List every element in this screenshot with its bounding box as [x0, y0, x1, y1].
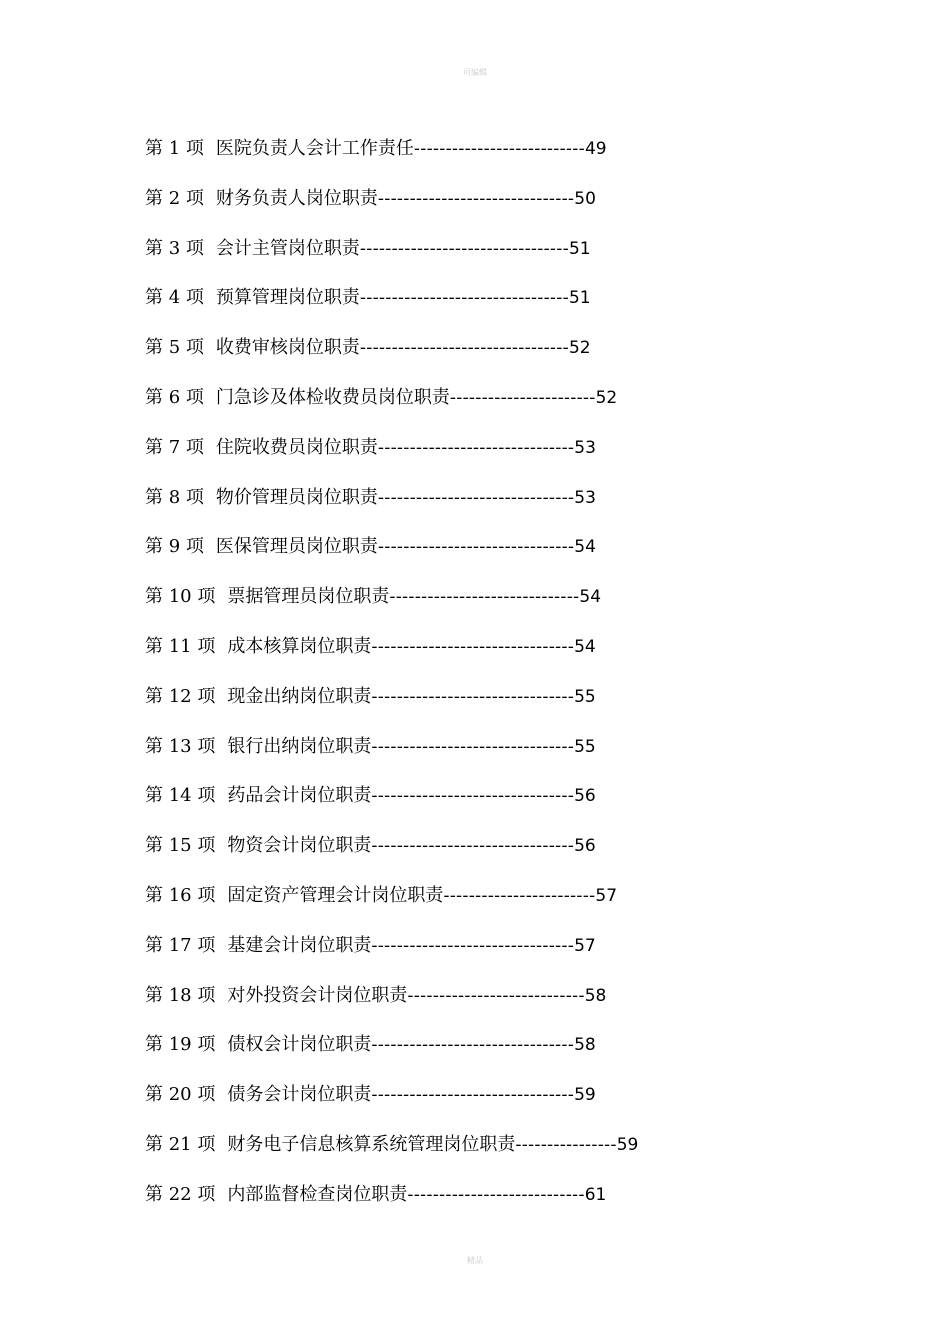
toc-entry-number: 第 17 项	[145, 934, 216, 956]
toc-entry-leader: ---------------------------	[413, 139, 585, 159]
toc-entry-number: 第 10 项	[145, 586, 216, 608]
toc-entry-number: 第 14 项	[145, 785, 216, 807]
toc-entry[interactable]	[145, 634, 705, 684]
toc-entry-leader: -------------------------------	[377, 487, 575, 508]
toc-entry-number: 第 9 项	[145, 536, 204, 558]
toc-entry[interactable]	[145, 833, 705, 883]
toc-entry-title: 现金出纳岗位职责	[227, 685, 372, 707]
toc-entry-page: 55	[574, 736, 596, 757]
toc-entry-page: 54	[574, 636, 596, 657]
toc-entry[interactable]	[145, 1032, 705, 1082]
toc-entry-number: 第 15 项	[145, 835, 216, 857]
toc-entry-title: 预算管理岗位职责	[215, 287, 360, 309]
toc-entry-title: 门急诊及体检收费员岗位职责	[215, 386, 450, 408]
toc-entry-leader: ------------------------------	[389, 587, 580, 608]
toc-entry-number: 第 16 项	[145, 884, 216, 906]
toc-entry-page: 54	[579, 587, 602, 608]
toc-entry-leader: -------------------------------	[377, 437, 575, 458]
toc-entry-page: 54	[574, 537, 596, 558]
table-of-contents	[145, 136, 705, 1232]
toc-entry[interactable]	[145, 1132, 705, 1182]
toc-entry-leader: --------------------------------	[371, 686, 575, 707]
toc-entry-title: 内部监督检查岗位职责	[227, 1183, 408, 1205]
toc-entry-leader: --------------------------------	[371, 1085, 575, 1106]
toc-entry-number: 第 1 项	[145, 138, 204, 159]
toc-entry-page: 59	[616, 1134, 639, 1155]
toc-entry-number: 第 19 项	[145, 1034, 216, 1056]
toc-entry-page: 52	[568, 338, 591, 359]
toc-entry[interactable]	[145, 584, 705, 634]
toc-entry-number: 第 3 项	[145, 237, 204, 259]
toc-entry-leader: ---------------------------------	[359, 338, 569, 359]
toc-entry-leader: ---------------------------------	[359, 238, 569, 259]
toc-entry[interactable]	[145, 435, 705, 485]
toc-entry[interactable]	[145, 1182, 705, 1232]
toc-entry-page: 55	[574, 686, 596, 707]
toc-entry-title: 财务负责人岗位职责	[215, 187, 378, 209]
toc-entry-title: 财务电子信息核算系统管理岗位职责	[227, 1133, 516, 1155]
toc-entry-title: 会计主管岗位职责	[215, 237, 360, 259]
toc-entry-title: 成本核算岗位职责	[227, 635, 372, 657]
toc-entry-title: 物资会计岗位职责	[227, 835, 372, 857]
toc-entry-title: 银行出纳岗位职责	[227, 735, 372, 757]
toc-entry-leader: -----------------------	[449, 387, 596, 408]
toc-entry-leader: --------------------------------	[371, 736, 575, 757]
toc-entry-number: 第 6 项	[145, 386, 204, 408]
toc-entry-page: 56	[574, 836, 596, 857]
toc-entry-page: 50	[574, 188, 596, 209]
toc-entry-number: 第 7 项	[145, 436, 204, 458]
toc-entry-leader: -------------------------------	[377, 537, 575, 558]
toc-entry-leader: ------------------------	[443, 885, 596, 906]
toc-entry-leader: --------------------------------	[371, 786, 575, 807]
toc-entry-page: 59	[574, 1085, 596, 1106]
toc-entry-page: 53	[574, 487, 596, 508]
toc-entry-title: 基建会计岗位职责	[227, 934, 372, 956]
toc-entry[interactable]	[145, 883, 705, 933]
toc-entry-leader: --------------------------------	[371, 935, 575, 956]
toc-entry[interactable]	[145, 983, 705, 1033]
toc-entry-page: 53	[574, 437, 596, 458]
toc-entry-leader: ---------------------------------	[359, 288, 569, 309]
toc-entry[interactable]	[145, 534, 705, 584]
toc-entry-number: 第 18 项	[145, 984, 216, 1006]
toc-entry-number: 第 21 项	[145, 1133, 216, 1155]
toc-entry-number: 第 8 项	[145, 486, 204, 508]
toc-entry-title: 票据管理员岗位职责	[227, 586, 390, 608]
toc-entry-number: 第 20 项	[145, 1084, 216, 1106]
toc-entry-number: 第 11 项	[145, 635, 216, 657]
toc-entry-leader: -------------------------------	[377, 188, 575, 209]
toc-entry-leader: --------------------------------	[371, 836, 575, 857]
toc-entry-title: 收费审核岗位职责	[215, 337, 360, 359]
toc-entry[interactable]	[145, 734, 705, 784]
toc-entry-leader: --------------------------------	[371, 636, 575, 657]
toc-entry-title: 住院收费员岗位职责	[215, 436, 378, 458]
toc-entry-page: 51	[568, 288, 591, 309]
toc-entry[interactable]	[145, 236, 705, 286]
header-watermark: 可编辑	[463, 68, 487, 77]
toc-entry-number: 第 4 项	[145, 287, 204, 309]
toc-entry[interactable]	[145, 485, 705, 535]
toc-entry-title: 药品会计岗位职责	[227, 785, 372, 807]
toc-entry[interactable]	[145, 136, 705, 186]
toc-entry[interactable]	[145, 933, 705, 983]
toc-entry-title: 债务会计岗位职责	[227, 1084, 372, 1106]
toc-entry-page: 61	[584, 1184, 607, 1205]
toc-entry-number: 第 5 项	[145, 337, 204, 359]
toc-entry-page: 56	[574, 786, 596, 807]
toc-entry-leader: ----------------------------	[407, 985, 585, 1006]
toc-entry[interactable]	[145, 385, 705, 435]
toc-entry-leader: ----------------	[515, 1134, 617, 1155]
toc-entry[interactable]	[145, 186, 705, 236]
toc-entry-page: 58	[574, 1035, 596, 1056]
toc-entry-title: 债权会计岗位职责	[227, 1034, 372, 1056]
toc-entry-number: 第 22 项	[145, 1183, 216, 1205]
toc-entry-title: 医院负责人会计工作责任	[215, 138, 414, 159]
toc-entry[interactable]	[145, 285, 705, 335]
toc-entry-number: 第 13 项	[145, 735, 216, 757]
toc-entry-page: 51	[568, 238, 591, 259]
toc-entry-number: 第 12 项	[145, 685, 216, 707]
toc-entry-page: 52	[595, 387, 618, 408]
toc-entry-title: 固定资产管理会计岗位职责	[227, 884, 444, 906]
toc-entry[interactable]	[145, 684, 705, 734]
toc-entry-page: 49	[584, 139, 607, 159]
toc-entry-number: 第 2 项	[145, 187, 204, 209]
toc-entry-title: 医保管理员岗位职责	[215, 536, 378, 558]
toc-entry-page: 57	[595, 885, 618, 906]
toc-entry-leader: --------------------------------	[371, 1035, 575, 1056]
toc-entry-leader: ----------------------------	[407, 1184, 585, 1205]
toc-entry[interactable]	[145, 335, 705, 385]
toc-entry-title: 对外投资会计岗位职责	[227, 984, 408, 1006]
toc-entry[interactable]	[145, 1082, 705, 1132]
toc-entry[interactable]	[145, 783, 705, 833]
toc-entry-title: 物价管理员岗位职责	[215, 486, 378, 508]
toc-entry-page: 57	[574, 935, 596, 956]
toc-entry-page: 58	[584, 985, 607, 1006]
footer-watermark: 精品	[467, 1256, 483, 1265]
